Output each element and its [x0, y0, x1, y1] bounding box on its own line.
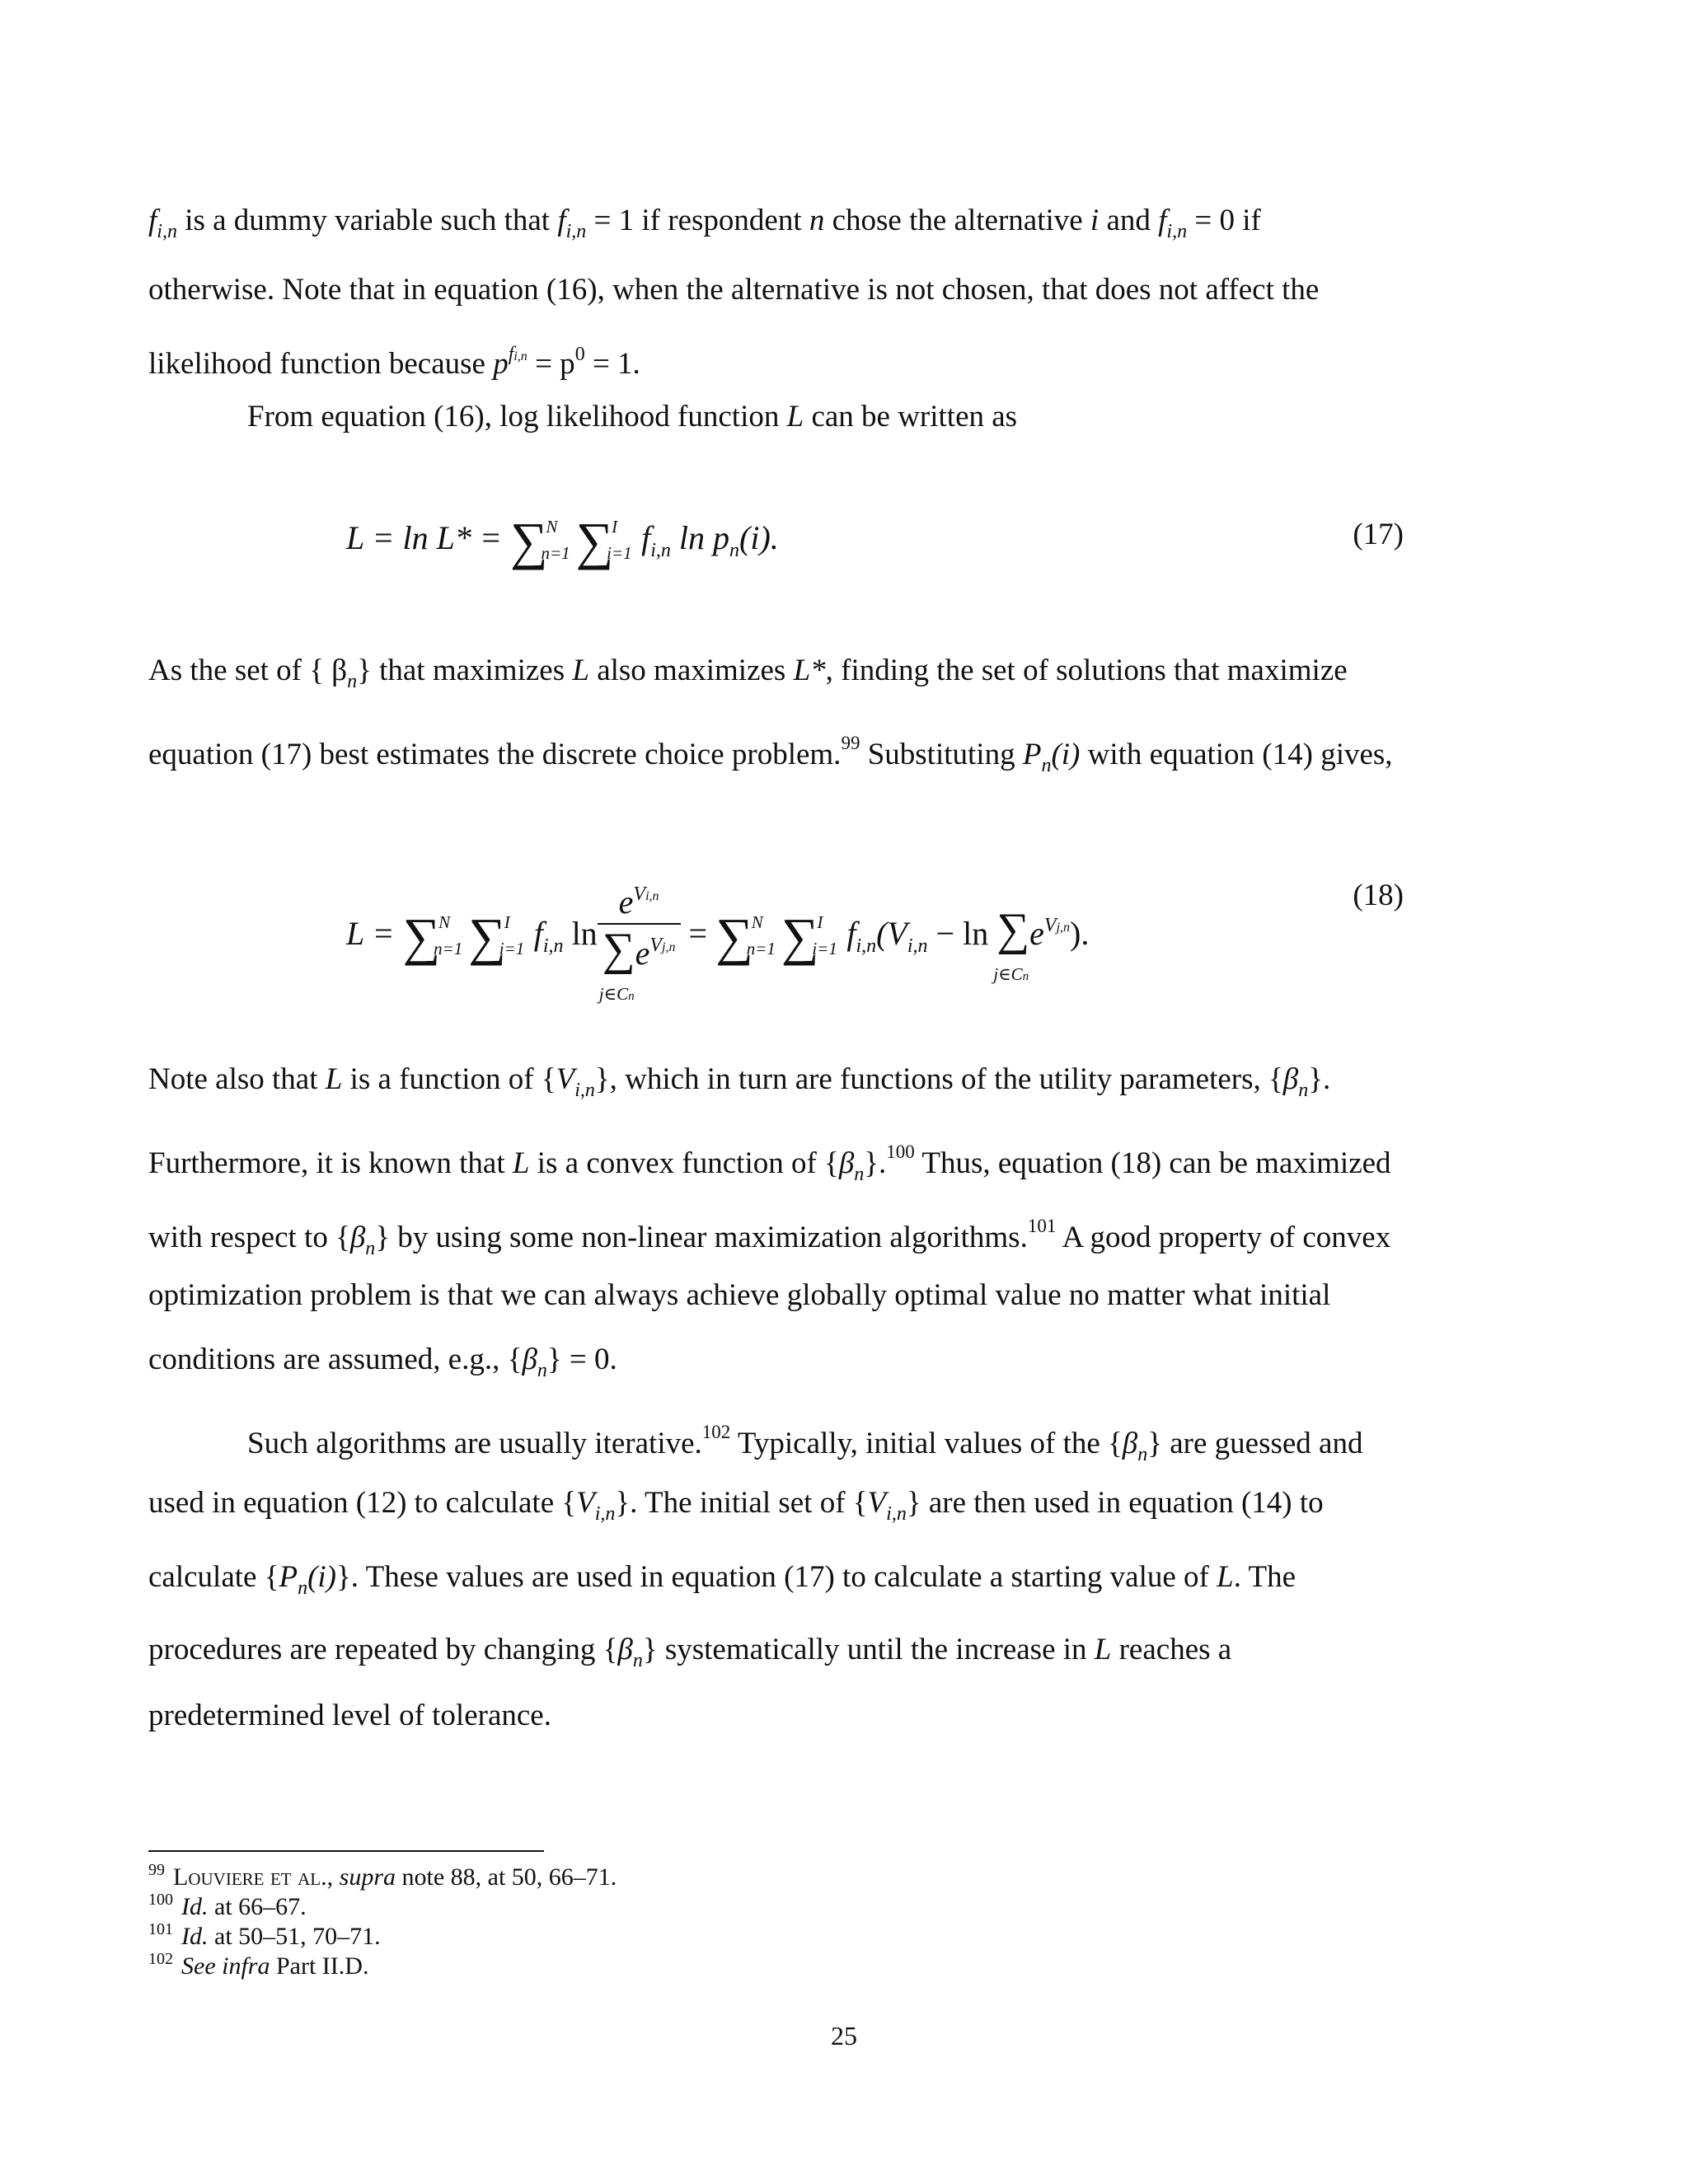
math-L: L [325, 1062, 343, 1096]
math-e: e [618, 883, 634, 921]
text: at 66–67. [208, 1893, 307, 1920]
footnote-102 [148, 1945, 368, 1980]
math-sub: i,n [565, 221, 587, 242]
paragraph-4-line-3 [148, 1208, 1540, 1267]
lower-limit: n=1 [434, 939, 463, 958]
equation-17-number: (17) [1353, 518, 1404, 551]
paragraph-5-line-1 [247, 1414, 1540, 1473]
paragraph-4-line-1 [148, 1062, 1540, 1108]
lower-limit: i=1 [607, 543, 632, 563]
lower-limit: i=1 [812, 939, 837, 958]
math-beta: β [1282, 1062, 1299, 1096]
eq-lhs: L = [346, 915, 403, 952]
math-sup [633, 883, 659, 905]
page-number: 25 [831, 2021, 857, 2050]
footnote-signal: Id. [181, 1893, 209, 1920]
text: conditions are assumed, e.g., { [148, 1343, 523, 1376]
text: chose the alternative [824, 204, 1090, 237]
math-i: (i) [1051, 738, 1081, 771]
math-V: V [556, 1062, 575, 1096]
text: Furthermore, it is known that [148, 1146, 513, 1180]
sum-below [599, 973, 635, 1017]
text: at 50–51, 70–71. [208, 1923, 381, 1950]
math-f: f [641, 519, 651, 556]
math-sub: i,n [594, 1503, 616, 1525]
math-V: V [867, 1486, 887, 1520]
math-sub: i,n [886, 1503, 907, 1525]
text: used in equation (12) to calculate { [148, 1486, 577, 1520]
math-L: L [512, 1146, 530, 1180]
math-sub: i,n [542, 935, 564, 957]
math-sup [649, 935, 675, 956]
lower-limit: n=1 [541, 543, 570, 563]
math-beta: β [838, 1146, 855, 1180]
math-L: L [786, 400, 804, 434]
paragraph-5-line-4 [148, 1632, 1540, 1679]
equation-18 [346, 874, 1090, 1004]
math-P: P [279, 1560, 298, 1594]
sum-symbol: ∑ [468, 907, 506, 966]
equation-18-number: (18) [1353, 879, 1404, 912]
text: } that maximizes [357, 654, 573, 687]
math-L: L [1094, 1633, 1112, 1666]
lower-limit: i=1 [499, 939, 525, 958]
text: }, which in turn are functions of the utility parameters, { [594, 1062, 1283, 1096]
math-sub: i,n [907, 935, 928, 957]
equation-17 [346, 513, 779, 571]
text: } are guessed and [1147, 1427, 1363, 1460]
text: }. [864, 1146, 887, 1180]
math-sub: n [1298, 1080, 1309, 1101]
text: = 1 if respondent [586, 204, 809, 237]
equals: = [680, 915, 716, 952]
math-sub: j,n [662, 940, 676, 954]
math-i: (i) [307, 1560, 337, 1594]
footnote-number: 99 [148, 1861, 165, 1879]
text: , [326, 1863, 340, 1891]
math-V: V [633, 883, 646, 905]
math-sub: i,n [645, 889, 659, 903]
math-beta: β [1122, 1427, 1138, 1460]
sum-symbol: ∑ [602, 924, 635, 975]
math-L: L [1217, 1560, 1234, 1594]
footnote-author: Louviere et al. [173, 1863, 327, 1891]
paragraph-3-line-2 [148, 725, 1540, 784]
math-sub: i,n [157, 221, 177, 242]
math-f: f [533, 915, 543, 952]
text: with respect to { [148, 1221, 350, 1254]
upper-limit: I [504, 912, 510, 932]
text: reaches a [1111, 1633, 1232, 1666]
text: calculate { [148, 1560, 279, 1594]
math-sub: i,n [1166, 221, 1188, 242]
math-sub: i,n [574, 1080, 595, 1101]
fraction [598, 874, 681, 1004]
math-sub: n [537, 1360, 547, 1381]
footnote-ref-102[interactable]: 102 [701, 1422, 731, 1442]
math-sub: n [365, 1238, 376, 1259]
math-e: e [1029, 915, 1044, 952]
math-sub: n [1137, 1444, 1148, 1465]
math-e: e [635, 935, 650, 972]
text: note 88, at 50, 66–71. [396, 1863, 617, 1891]
math-P: P [1022, 738, 1042, 771]
text: is a convex function of { [529, 1146, 839, 1180]
upper-limit: I [612, 517, 618, 537]
math-ln: ln [563, 915, 598, 952]
math-end: (i). [739, 519, 779, 556]
text: procedures are repeated by changing { [148, 1633, 618, 1666]
math-sub: n [854, 1164, 865, 1185]
paragraph-3-line-1 [148, 653, 1540, 700]
math-Lstar: L* [793, 654, 826, 687]
sum-block [993, 904, 1030, 984]
text: = 1. [584, 347, 640, 381]
math-V: (V [876, 915, 907, 952]
footnote-ref-101[interactable]: 101 [1027, 1216, 1057, 1236]
text: Such algorithms are usually iterative. [247, 1427, 702, 1460]
math-sub: n [298, 1577, 308, 1599]
paragraph-5-line-5: predetermined level of tolerance. [148, 1699, 551, 1732]
sum-symbol: ∑ [575, 512, 614, 570]
paragraph-2-line-1 [247, 399, 1540, 435]
math-beta: β [617, 1633, 633, 1666]
sum-symbol: ∑ [402, 907, 441, 966]
footnote-ref-100[interactable]: 100 [886, 1141, 915, 1162]
math-n: n [809, 204, 825, 237]
text: Typically, initial values of the { [730, 1427, 1123, 1460]
text: } = 0. [546, 1343, 617, 1376]
text: }. The initial set of { [615, 1486, 868, 1520]
text: equation (17) best estimates the discrete choice problem. [148, 738, 842, 771]
text: As the set of { β [148, 654, 348, 687]
text: Substituting [860, 738, 1023, 771]
text: Thus, equation (18) can be maximized [914, 1146, 1391, 1180]
math-sub: n [347, 671, 358, 692]
math-sub: n [628, 990, 635, 1003]
footnote-signal: supra [339, 1863, 396, 1891]
paragraph-5-line-3 [148, 1559, 1540, 1606]
sum-symbol: ∑ [781, 907, 819, 966]
math-lnp: ln p [670, 519, 730, 556]
math-sub: j,n [1056, 921, 1071, 935]
text: Note also that [148, 1062, 326, 1096]
set-label: j∈C [993, 964, 1023, 984]
paragraph-1-line-3 [148, 336, 1540, 382]
paragraph-1-line-2: otherwise. Note that in equation (16), when the alternative is not chosen, that does not affect the [148, 273, 1320, 307]
math-f: f [148, 204, 157, 237]
sum-limits [541, 513, 576, 563]
eq-lhs: L = ln L* = [346, 519, 510, 556]
text: From equation (16), log likelihood function [247, 400, 787, 434]
text: }. [1308, 1062, 1331, 1096]
footnote-signal: See infra [181, 1952, 270, 1980]
math-f: f [1158, 204, 1167, 237]
sum-limits [499, 908, 534, 958]
set-label: j∈C [598, 984, 629, 1004]
text: with equation (14) gives, [1080, 738, 1393, 771]
denominator [598, 923, 681, 1004]
paragraph-4-line-2 [148, 1134, 1540, 1193]
footnote-number: 101 [148, 1920, 173, 1938]
text: likelihood function because [148, 347, 494, 381]
paragraph-1-line-1 [148, 203, 1540, 250]
math-sub: n [632, 1650, 643, 1671]
footnote-ref-99[interactable]: 99 [841, 733, 860, 753]
math-L: L [572, 654, 589, 687]
footnote-divider [148, 1850, 544, 1852]
math-sup [1044, 915, 1070, 936]
paragraph-4-line-5 [148, 1342, 1540, 1389]
sum-limits [434, 908, 468, 958]
sum-below [993, 954, 1029, 997]
text: = 0 if [1187, 204, 1261, 237]
math-sub: i,n [856, 935, 877, 957]
paragraph-5-line-2 [148, 1485, 1540, 1532]
math-V: V [576, 1486, 595, 1520]
sum-limits [812, 908, 846, 958]
paragraph-4-line-4: optimization problem is that we can always achieve globally optimal value no matter what initial [148, 1278, 1331, 1312]
math-f: f [557, 204, 566, 237]
numerator [598, 874, 681, 923]
sum-limits [746, 908, 781, 958]
math-sub: i,n [650, 540, 671, 561]
text: and [1099, 204, 1159, 237]
math-beta: β [522, 1343, 537, 1376]
math-V: V [1043, 915, 1057, 936]
math-V: V [649, 935, 663, 956]
math-sup: fi,n [508, 344, 528, 365]
upper-limit: N [438, 912, 451, 932]
text: = p [527, 347, 575, 381]
math-sub: n [1022, 970, 1029, 983]
footnote-signal: Id. [181, 1923, 209, 1950]
upper-limit: N [546, 517, 558, 537]
sum-symbol: ∑ [996, 904, 1030, 955]
math-minus-ln: − ln [927, 915, 997, 952]
sum-limits [607, 513, 641, 563]
text: also maximizes [588, 654, 794, 687]
sum-symbol: ∑ [509, 512, 548, 570]
text: is a dummy variable such that [176, 204, 558, 237]
upper-limit: N [751, 912, 763, 932]
text: }. These values are used in equation (17) to calculate a starting value of [336, 1560, 1217, 1594]
text: can be written as [804, 400, 1018, 434]
sum-block [598, 924, 635, 1004]
math-sub: n [729, 540, 740, 561]
math-f: f [846, 915, 856, 952]
math-beta: β [349, 1221, 366, 1254]
upper-limit: I [817, 912, 823, 932]
sum-symbol: ∑ [715, 907, 753, 966]
math-p: p [493, 347, 509, 381]
footnote-number: 102 [148, 1950, 173, 1968]
lower-limit: n=1 [746, 939, 776, 958]
text: A good property of convex [1056, 1221, 1391, 1254]
math-i: i [1090, 204, 1100, 237]
footnote-number: 100 [148, 1891, 173, 1909]
math-sup: 0 [574, 344, 585, 365]
text: , finding the set of solutions that maximize [825, 654, 1348, 687]
math-close: ). [1070, 915, 1090, 952]
text: } are then used in equation (14) to [906, 1486, 1324, 1520]
text: . The [1233, 1560, 1296, 1594]
math-sub: n [1041, 755, 1052, 776]
text: } systematically until the increase in [642, 1633, 1095, 1666]
text: is a function of { [342, 1062, 556, 1096]
text: Part II.D. [270, 1952, 369, 1980]
text: } by using some non-linear maximization algorithms. [375, 1221, 1028, 1254]
